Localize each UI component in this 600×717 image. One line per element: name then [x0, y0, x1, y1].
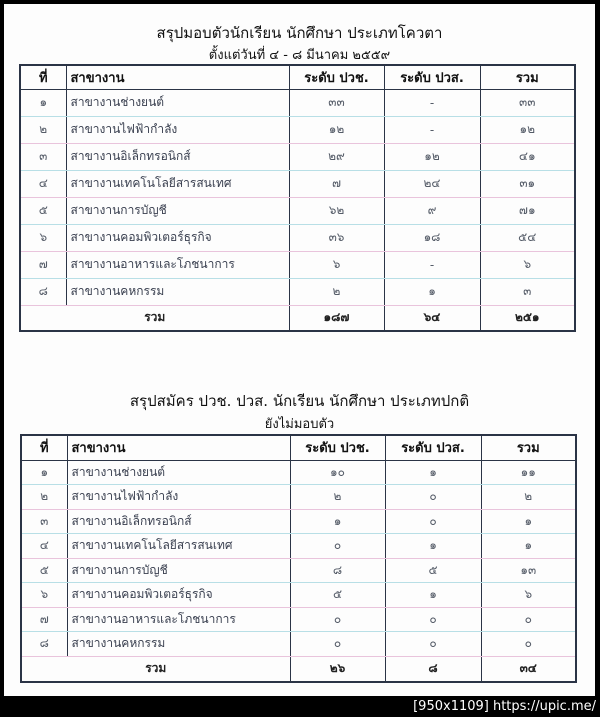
row-pvc: ๖๒	[289, 197, 384, 224]
row-no: ๕	[20, 197, 66, 224]
header-program: สาขางาน	[66, 65, 289, 89]
row-program: สาขางานคหกรรม	[67, 632, 290, 657]
header-total: รวม	[480, 65, 575, 89]
quota-enrollment-table	[19, 64, 576, 332]
row-pvs: ๐	[385, 509, 481, 534]
row-no: ๓	[21, 509, 67, 534]
row-pvs: ๒๔	[384, 170, 480, 197]
row-pvc: ๐	[290, 534, 385, 559]
row-pvs: ๕	[385, 558, 481, 583]
row-total: ๖	[480, 251, 575, 278]
table-row	[21, 485, 576, 510]
row-program: สาขางานอิเล็กทรอนิกส์	[67, 509, 290, 534]
row-pvc: ๓๓	[289, 89, 384, 116]
row-no: ๗	[20, 251, 66, 278]
row-pvs: ๑๒	[384, 143, 480, 170]
row-total: ๖	[481, 583, 576, 608]
row-total: ๑	[481, 509, 576, 534]
row-pvc: ๘	[290, 558, 385, 583]
row-pvc: ๕	[290, 583, 385, 608]
row-total: ๔๑	[480, 143, 575, 170]
table-row	[21, 583, 576, 608]
total-label: รวม	[20, 305, 289, 331]
row-program: สาขางานคหกรรม	[66, 278, 289, 305]
row-program: สาขางานคอมพิวเตอร์ธุรกิจ	[66, 224, 289, 251]
row-total: ๑	[481, 534, 576, 559]
row-total: ๓	[480, 278, 575, 305]
row-pvc: ๒	[289, 278, 384, 305]
table-row	[21, 460, 576, 485]
row-program: สาขางานอิเล็กทรอนิกส์	[66, 143, 289, 170]
row-pvc: ๑๒	[289, 116, 384, 143]
row-pvs: ๐	[385, 485, 481, 510]
row-total: ๓๑	[480, 170, 575, 197]
row-pvc: ๐	[290, 632, 385, 657]
row-no: ๔	[21, 534, 67, 559]
row-pvs: ๑	[385, 460, 481, 485]
row-total: ๗๑	[480, 197, 575, 224]
table-row	[20, 197, 575, 224]
row-program: สาขางานการบัญชี	[67, 558, 290, 583]
table-row	[20, 224, 575, 251]
row-pvc: ๑	[290, 509, 385, 534]
total-row	[20, 305, 575, 331]
table-row	[21, 632, 576, 657]
header-no: ที่	[20, 65, 66, 89]
row-program: สาขางานช่างยนต์	[66, 89, 289, 116]
header-pvc: ระดับ ปวช.	[289, 65, 384, 89]
total-row	[21, 656, 576, 682]
table-row	[21, 534, 576, 559]
row-total: ๓๓	[480, 89, 575, 116]
row-pvs: -	[384, 116, 480, 143]
row-total: ๑๓	[481, 558, 576, 583]
total-pvc: ๒๖	[290, 656, 385, 682]
row-no: ๑	[20, 89, 66, 116]
row-pvc: ๒๙	[289, 143, 384, 170]
row-no: ๘	[20, 278, 66, 305]
row-pvc: ๒	[290, 485, 385, 510]
row-pvs: -	[384, 89, 480, 116]
table-row	[21, 607, 576, 632]
row-program: สาขางานคอมพิวเตอร์ธุรกิจ	[67, 583, 290, 608]
row-total: ๐	[481, 632, 576, 657]
row-pvs: ๙	[384, 197, 480, 224]
row-no: ๗	[21, 607, 67, 632]
row-no: ๔	[20, 170, 66, 197]
header-pvs: ระดับ ปวส.	[384, 65, 480, 89]
row-program: สาขางานช่างยนต์	[67, 460, 290, 485]
row-total: ๑๑	[481, 460, 576, 485]
header-no: ที่	[21, 435, 67, 460]
row-program: สาขางานอาหารและโภชนาการ	[66, 251, 289, 278]
regular-applicants-table	[20, 434, 577, 683]
row-pvc: ๗	[289, 170, 384, 197]
table1-title: สรุปมอบตัวนักเรียน นักศึกษา ประเภทโควตา	[156, 24, 443, 42]
row-program: สาขางานเทคโนโลยีสารสนเทศ	[67, 534, 290, 559]
row-total: ๕๔	[480, 224, 575, 251]
row-no: ๖	[20, 224, 66, 251]
table-header-row	[21, 435, 576, 460]
row-program: สาขางานการบัญชี	[66, 197, 289, 224]
total-total: ๓๔	[481, 656, 576, 682]
row-no: ๒	[20, 116, 66, 143]
total-pvs: ๖๔	[384, 305, 480, 331]
row-no: ๘	[21, 632, 67, 657]
row-pvc: ๓๖	[289, 224, 384, 251]
header-program: สาขางาน	[67, 435, 290, 460]
row-no: ๖	[21, 583, 67, 608]
table2-title: สรุปสมัคร ปวช. ปวส. นักเรียน นักศึกษา ประเภทปกติ	[129, 392, 470, 410]
row-pvs: -	[384, 251, 480, 278]
table-row	[21, 509, 576, 534]
table-header-row	[20, 65, 575, 89]
row-pvs: ๑	[385, 583, 481, 608]
table-row	[20, 278, 575, 305]
row-pvs: ๐	[385, 607, 481, 632]
row-program: สาขางานเทคโนโลยีสารสนเทศ	[66, 170, 289, 197]
row-no: ๕	[21, 558, 67, 583]
image-host-watermark: [950x1109] https://upic.me/	[413, 699, 596, 714]
row-pvc: ๑๐	[290, 460, 385, 485]
row-pvs: ๐	[385, 632, 481, 657]
row-total: ๑๒	[480, 116, 575, 143]
document-page	[4, 4, 595, 696]
row-pvc: ๖	[289, 251, 384, 278]
row-total: ๒	[481, 485, 576, 510]
row-program: สาขางานไฟฟ้ากำลัง	[66, 116, 289, 143]
table1-subtitle: ตั้งแต่วันที่ ๔ - ๘ มีนาคม ๒๕๕๙	[208, 48, 391, 63]
table2-subtitle: ยังไม่มอบตัว	[264, 417, 335, 432]
table-row	[20, 251, 575, 278]
total-label: รวม	[21, 656, 290, 682]
row-no: ๑	[21, 460, 67, 485]
total-total: ๒๕๑	[480, 305, 575, 331]
table-row	[21, 558, 576, 583]
row-pvs: ๑	[384, 278, 480, 305]
row-no: ๓	[20, 143, 66, 170]
row-pvs: ๑๘	[384, 224, 480, 251]
total-pvc: ๑๘๗	[289, 305, 384, 331]
table-row	[20, 116, 575, 143]
table-row	[20, 89, 575, 116]
header-pvc: ระดับ ปวช.	[290, 435, 385, 460]
row-pvc: ๐	[290, 607, 385, 632]
table-row	[20, 143, 575, 170]
row-program: สาขางานอาหารและโภชนาการ	[67, 607, 290, 632]
header-pvs: ระดับ ปวส.	[385, 435, 481, 460]
total-pvs: ๘	[385, 656, 481, 682]
table-row	[20, 170, 575, 197]
row-total: ๐	[481, 607, 576, 632]
row-pvs: ๑	[385, 534, 481, 559]
header-total: รวม	[481, 435, 576, 460]
row-no: ๒	[21, 485, 67, 510]
row-program: สาขางานไฟฟ้ากำลัง	[67, 485, 290, 510]
